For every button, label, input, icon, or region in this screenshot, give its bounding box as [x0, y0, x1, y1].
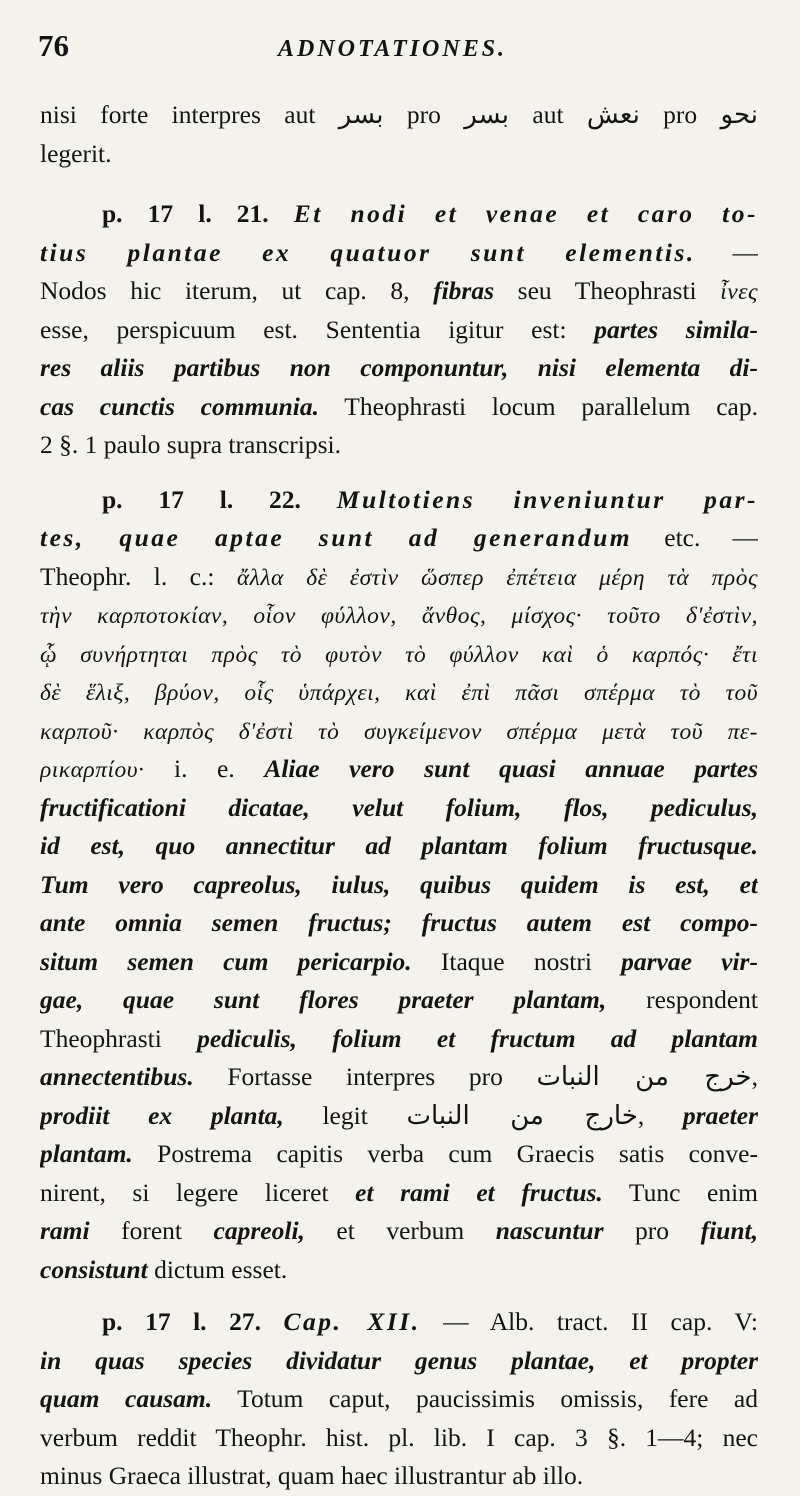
text-segment: , — [637, 1100, 683, 1130]
text-line — [40, 1020, 758, 1059]
text-segment: — — [695, 237, 758, 267]
text-line — [40, 311, 758, 350]
text-line — [40, 943, 758, 982]
text-segment: respondent — [606, 985, 758, 1014]
text-line — [40, 1212, 758, 1251]
text-segment: p. 17 l. 27. — [102, 1307, 284, 1336]
text-line — [40, 712, 758, 751]
text-line — [40, 388, 758, 427]
text-segment: Et nodi et venae et caro to- — [293, 199, 758, 228]
text-segment: nascuntur — [495, 1216, 604, 1245]
greek-text: ρικαρπίου· — [40, 757, 145, 783]
text-line — [40, 135, 758, 174]
text-segment: Cap. XII. — [283, 1307, 421, 1336]
text-line — [40, 750, 758, 789]
text-segment: tius plantae ex quatuor sunt elementis. — [40, 237, 696, 267]
arabic-word: بسر — [338, 100, 384, 130]
text-segment: fibras — [433, 276, 495, 305]
text-segment: Multotiens inveniuntur par- — [336, 484, 758, 514]
text-segment: Aliae vero sunt quasi annuae partes — [264, 754, 758, 783]
greek-text: δὲ ἕλιξ, βρύον, οἷς ὑπάρχει, καὶ ἐπὶ πᾶσι σπέρμα τὸ τοῦ — [40, 680, 758, 706]
text-segment: partes simila- — [594, 314, 758, 344]
text-segment: Itaque nostri — [411, 946, 622, 976]
text-segment: quam causam. — [40, 1384, 213, 1413]
arabic-word: نحو — [720, 100, 758, 130]
text-line — [40, 1058, 758, 1097]
text-line — [40, 1380, 758, 1419]
greek-text: τὴν καρποτοκίαν, οἷον φύλλον, ἄνθος, μίσχος· τοῦτο δ'ἐστὶν, — [40, 603, 758, 629]
text-segment: et verbum — [304, 1216, 496, 1245]
text-segment: Fortasse interpres pro — [193, 1062, 537, 1091]
text-segment: praeter — [682, 1100, 758, 1130]
text-line — [40, 1419, 758, 1458]
text-line — [40, 1097, 758, 1136]
text-line — [40, 981, 758, 1020]
arabic-word: خارج من النبات — [406, 1100, 638, 1131]
text-segment: cas cunctis communia. — [40, 391, 319, 421]
text-segment: gae, quae sunt flores praeter plantam, — [40, 985, 607, 1014]
greek-text: καρποῦ· καρπὸς δ'ἐστὶ τὸ συγκείμενον σπέρμα μετὰ τοῦ πε- — [40, 718, 758, 745]
text-segment: pro — [639, 100, 721, 129]
text-segment: et rami et fructus. — [355, 1177, 603, 1207]
text-line — [40, 272, 758, 311]
text-segment: aut — [509, 100, 587, 129]
text-segment: legit — [283, 1100, 407, 1130]
text-line — [40, 96, 758, 135]
text-line — [40, 195, 758, 234]
text-line — [40, 866, 758, 905]
text-segment: Theophrasti locum parallelum cap. — [318, 391, 758, 421]
text-line — [40, 1342, 758, 1381]
text-segment: p. 17 l. 21. — [102, 199, 294, 228]
text-segment: forent — [89, 1216, 214, 1245]
text-segment: rami — [40, 1216, 90, 1245]
running-title: ADNOTATIONES. — [278, 36, 508, 62]
arabic-word: نعش — [586, 100, 640, 130]
text-line — [40, 519, 758, 558]
text-segment: Postrema capitis verba cum Graecis satis conve- — [132, 1139, 758, 1168]
text-segment: , — [751, 1062, 758, 1091]
text-segment: dictum esset. — [147, 1254, 288, 1284]
text-segment: parvae vir- — [621, 946, 758, 976]
text-segment: esse, perspicuum est. Sententia igitur est: — [40, 314, 595, 344]
greek-text: ἄλλα δὲ ἐστὶν ὥσπερ ἐπέτεια μέρη τὰ πρὸς — [236, 564, 758, 591]
greek-text: ᾧ συνήρτηται πρὸς τὸ φυτὸν τὸ φύλλον καὶ ὁ καρπός· ἔτι — [40, 641, 758, 668]
text-segment: nisi forte interpres aut — [40, 100, 339, 129]
text-segment: Nodos hic iterum, ut cap. 8, — [40, 276, 434, 305]
text-segment: 2 §. 1 paulo supra transcripsi. — [40, 430, 341, 459]
text-segment: i. e. — [144, 754, 265, 783]
text-line — [40, 789, 758, 828]
text-segment: nirent, si legere liceret — [40, 1177, 356, 1207]
text-line — [40, 1251, 758, 1290]
text-segment: fiunt, — [700, 1216, 758, 1245]
annotation-text — [40, 96, 758, 1496]
arabic-word: خرج من النبات — [536, 1062, 752, 1092]
text-line — [40, 426, 758, 465]
text-line — [40, 635, 758, 674]
text-segment: pro — [383, 100, 465, 129]
text-segment: p. 17 l. 22. — [102, 484, 337, 514]
text-segment: pediculis, folium et fructum ad plantam — [197, 1023, 758, 1053]
text-line — [40, 1174, 758, 1213]
text-line — [40, 673, 758, 712]
text-segment: Tum vero capreolus, iulus, quibus quidem is est, et — [40, 869, 758, 899]
text-line — [40, 1135, 758, 1174]
text-segment: Totum caput, paucissimis omissis, fere ad — [212, 1384, 758, 1413]
text-line — [40, 904, 758, 943]
text-segment: in quas species dividatur genus plantae, et propter — [40, 1345, 758, 1375]
text-segment: — Alb. tract. II cap. V: — [420, 1307, 758, 1336]
text-line — [40, 827, 758, 866]
text-line — [40, 1457, 758, 1496]
text-segment: consistunt — [40, 1254, 148, 1284]
text-segment: Theophrasti — [40, 1023, 198, 1053]
page-header — [38, 28, 758, 78]
paragraph-gap — [40, 465, 758, 481]
text-segment: fructificationi dicatae, velut folium, flos, pediculus, — [40, 792, 758, 822]
paragraph-gap — [40, 173, 758, 195]
text-segment: legerit. — [40, 138, 112, 168]
text-line — [40, 558, 758, 597]
text-line — [40, 349, 758, 388]
text-segment: res aliis partibus non componuntur, nisi elementa di- — [40, 353, 758, 382]
text-segment: Tunc enim — [602, 1177, 758, 1207]
text-segment: capreoli, — [213, 1216, 305, 1245]
text-segment: Theophr. l. c.: — [40, 561, 237, 591]
text-segment: plantam. — [40, 1139, 133, 1168]
text-segment: verbum reddit Theophr. hist. pl. lib. I cap. 3 §. 1—4; nec — [40, 1422, 758, 1452]
arabic-word: بسر — [464, 100, 510, 130]
text-segment: annectentibus. — [40, 1062, 194, 1091]
text-segment: seu Theophrasti — [494, 276, 721, 305]
text-segment: pro — [603, 1216, 701, 1245]
text-line — [40, 596, 758, 635]
text-line — [40, 481, 758, 520]
text-segment: etc. — — [632, 523, 758, 552]
text-segment: id est, quo annectitur ad plantam folium fructusque. — [40, 831, 758, 860]
text-segment: ante omnia semen fructus; fructus autem est compo- — [40, 908, 758, 937]
text-segment: situm semen cum pericarpio. — [40, 946, 412, 976]
text-segment: prodiit ex planta, — [40, 1100, 284, 1130]
paragraph-gap — [40, 1289, 758, 1303]
text-segment: tes, quae aptae sunt ad generandum — [40, 523, 633, 552]
text-line — [40, 234, 758, 273]
text-segment: minus Graeca illustrat, quam haec illustrantur ab illo. — [40, 1461, 584, 1490]
text-line — [40, 1303, 758, 1342]
greek-text: ἶνες — [720, 279, 758, 305]
page-number: 76 — [38, 28, 69, 63]
